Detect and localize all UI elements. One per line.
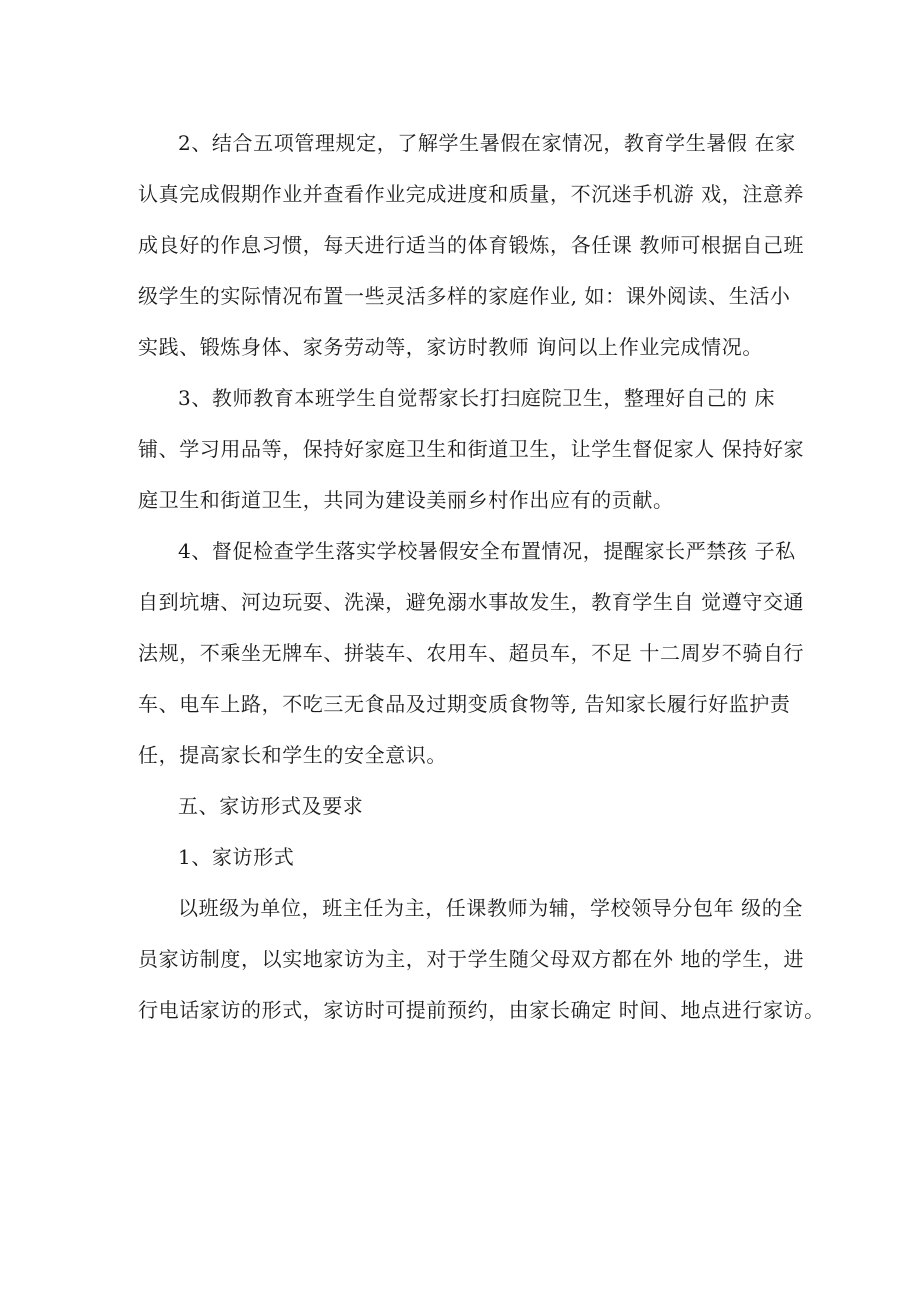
text-line: 员家访制度，以实地家访为主，对于学生随父母双方都在外 地的学生，进 xyxy=(138,947,805,971)
text-line: 2、结合五项管理规定，了解学生暑假在家情况，教育学生暑假 在家 xyxy=(178,131,796,155)
text-line: 任，提高家长和学生的安全意识。 xyxy=(138,743,447,767)
text-line: 认真完成假期作业并查看作业完成进度和质量，不沉迷手机游 戏，注意养 xyxy=(138,182,805,206)
document-body xyxy=(138,118,825,1036)
text-line: 4、督促检查学生落实学校暑假安全布置情况，提醒家长严禁孩 子私 xyxy=(178,539,796,563)
text-line: 法规，不乘坐无牌车、拼装车、农用车、超员车，不足 十二周岁不骑自行 xyxy=(138,641,805,665)
text-line: 成良好的作息习惯，每天进行适当的体育锻炼，各任课 教师可根据自己班 xyxy=(138,233,805,257)
text-line: 铺、学习用品等，保持好家庭卫生和街道卫生，让学生督促家人 保持好家 xyxy=(138,437,805,461)
text-line: 行电话家访的形式，家访时可提前预约，由家长确定 时间、地点进行家访。 xyxy=(138,998,825,1022)
subsection-heading: 1、家访形式 xyxy=(178,845,295,869)
text-line: 实践、锻炼身体、家务劳动等，家访时教师 询问以上作业完成情况。 xyxy=(138,335,763,359)
text-line: 庭卫生和街道卫生，共同为建设美丽乡村作出应有的贡献。 xyxy=(138,488,674,512)
section-heading: 五、家访形式及要求 xyxy=(178,794,364,818)
text-line: 3、教师教育本班学生自觉帮家长打扫庭院卫生，整理好自己的 床 xyxy=(178,386,776,410)
text-line: 以班级为单位，班主任为主，任课教师为辅，学校领导分包年 级的全 xyxy=(178,896,803,920)
text-line: 车、电车上路，不吃三无食品及过期变质食物等, 告知家长履行好监护责 xyxy=(138,692,791,716)
text-line: 级学生的实际情况布置一些灵活多样的家庭作业, 如：课外阅读、生活小 xyxy=(138,284,791,308)
text-line: 自到坑塘、河边玩耍、洗澡，避免溺水事故发生，教育学生自 觉遵守交通 xyxy=(138,590,805,614)
